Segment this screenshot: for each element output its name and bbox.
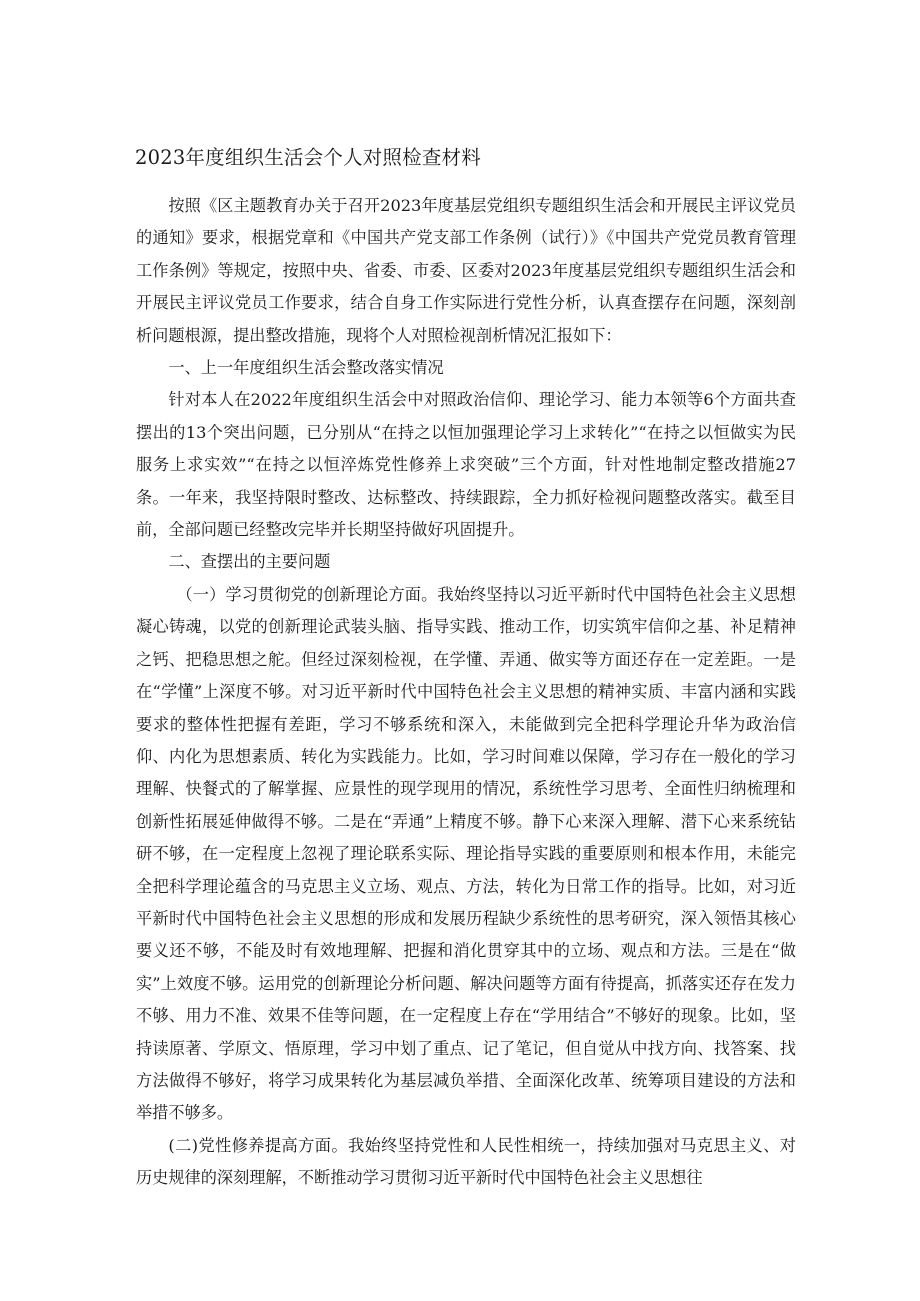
section2-item1-paragraph: （一）学习贯彻党的创新理论方面。我始终坚持以习近平新时代中国特色社会主义思想凝心铸魂，以党的创新理论武装头脑、指导实践、推动工作，切实筑牢信仰之基、补足精神之钙、把稳思想之舵。但经过深刻检视，在学懂、弄通、做实等方面还存在一定差距。一是在“学懂”上深度不够。对习近平新时代中国特色社会主义思想的精神实质、丰富内涵和实践要求的整体性把握有差距，学习不够系统和深入，未能做到完全把科学理论升华为政治信仰、内化为思想素质、转化为实践能力。比如，学习时间难以保障，学习存在一般化的学习理解、快餐式的了解掌握、应景性的现学现用的情况，系统性学习思考、全面性归纳梳理和创新性拓展延伸做得不够。二是在“弄通”上精度不够。静下心来深入理解、潜下心来系统钻研不够，在一定程度上忽视了理论联系实际、理论指导实践的重要原则和根本作用，未能完全把科学理论蕴含的马克思主义立场、观点、方法，转化为日常工作的指导。比如，对习近平新时代中国特色社会主义思想的形成和发展历程缺少系统性的思考研究，深入领悟其核心要义还不够，不能及时有效地理解、把握和消化贯穿其中的立场、观点和方法。三是在“做实”上效度不够。运用党的创新理论分析问题、解决问题等方面有待提高，抓落实还存在发力不够、用力不准、效果不佳等问题，在一定程度上存在“学用结合”不够好的现象。比如，坚持读原著、学原文、悟原理，学习中划了重点、记了笔记，但自觉从中找方向、找答案、找方法做得不够好，将学习成果转化为基层减负举措、全面深化改革、统筹项目建设的方法和举措不够多。 <box>136 584 796 1123</box>
section1-paragraph: 针对本人在2022年度组织生活会中对照政治信仰、理论学习、能力本领等6个方面共查摆出的13个突出问题，已分别从“在持之以恒加强理论学习上求转化”“在持之以恒做实为民服务上求实效”“在持之以恒淬炼党性修养上求突破”三个方面，针对性地制定整改措施27条。一年来，我坚持限时整改、达标整改、持续跟踪，全力抓好检视问题整改落实。截至目前，全部问题已经整改完毕并长期坚持做好巩固提升。 <box>136 390 796 540</box>
section1-heading: 一、上一年度组织生活会整改落实情况 <box>168 358 444 378</box>
section2-item2-paragraph: (二)党性修养提高方面。我始终坚持党性和人民性相统一，持续加强对马克思主义、对历史规律的深刻理解，不断推动学习贯彻习近平新时代中国特色社会主义思想往 <box>136 1135 796 1188</box>
section2-heading: 二、查摆出的主要问题 <box>168 552 331 572</box>
document-body <box>136 190 796 1195</box>
intro-paragraph: 按照《区主题教育办关于召开2023年度基层党组织专题组织生活会和开展民主评议党员的通知》要求，根据党章和《中国共产党支部工作条例（试行）》《中国共产党党员教育管理工作条例》等规定，按照中央、省委、市委、区委对2023年度基层党组织专题组织生活会和开展民主评议党员工作要求，结合自身工作实际进行党性分析，认真查摆存在问题，深刻剖析问题根源，提出整改措施，现将个人对照检视剖析情况汇报如下： <box>136 196 796 345</box>
document-title: 2023年度组织生活会个人对照检查材料 <box>135 146 481 169</box>
